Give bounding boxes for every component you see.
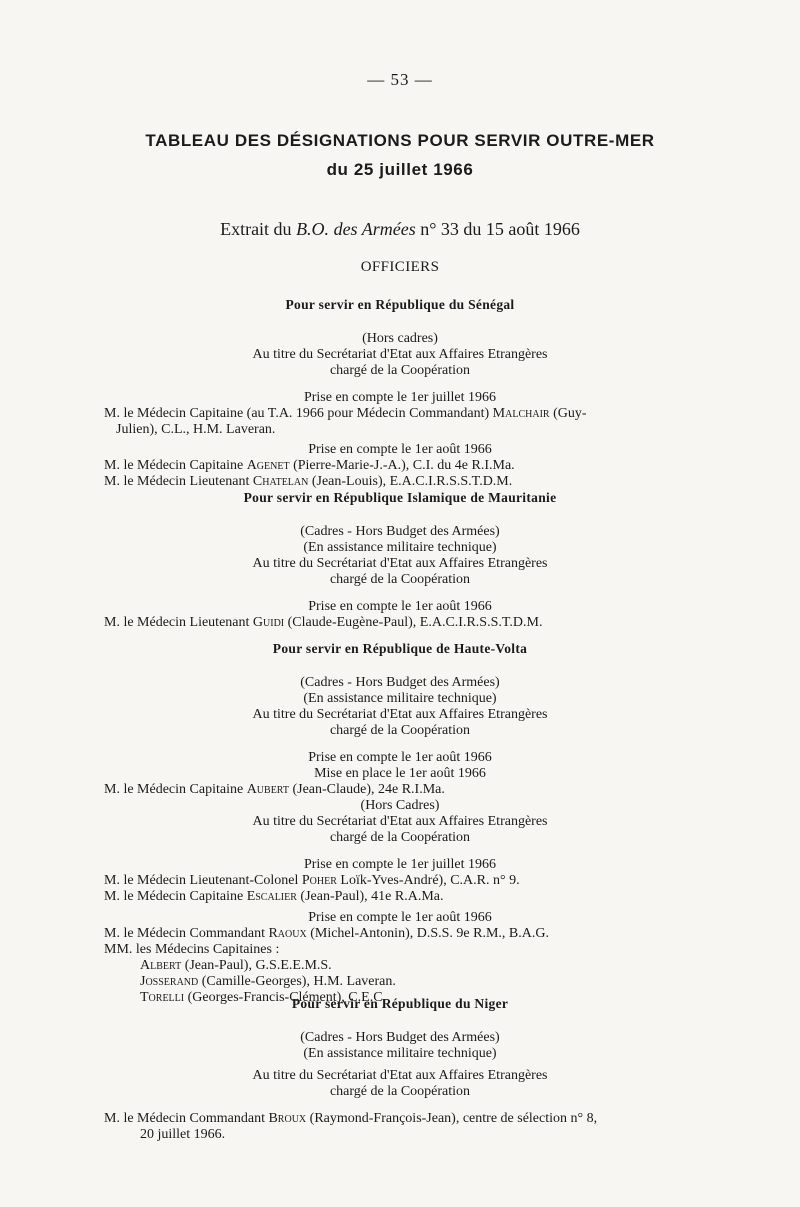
officer-name: Broux xyxy=(268,1111,307,1126)
entry-text: Loïk-Yves-André), C.A.R. n° 9. xyxy=(336,873,520,888)
date-line: Mise en place le 1er août 1966 xyxy=(314,766,486,781)
designation-entry xyxy=(0,889,800,905)
auspices-line: Au titre du Secrétariat d'Etat aux Affaires Etrangères xyxy=(252,347,548,362)
entry-text: (Georges-Francis-Clément), C.E.C. xyxy=(184,990,387,1005)
entry-text: M. le Médecin Lieutenant-Colonel xyxy=(104,873,302,888)
officer-name: Aubert xyxy=(246,782,289,797)
entry-text: (Jean-Claude), 24e R.I.Ma. xyxy=(288,782,445,797)
auspices-line: chargé de la Coopération xyxy=(329,723,471,738)
date-line: Prise en compte le 1er août 1966 xyxy=(308,442,492,457)
officer-name: Guidi xyxy=(252,615,285,630)
officer-name: Albert xyxy=(140,958,182,973)
cadre-line: (Cadres - Hors Budget des Armées) xyxy=(300,1030,500,1045)
designation-entry xyxy=(0,615,800,631)
officers-heading: OFFICIERS xyxy=(360,259,440,275)
auspices-line: Au titre du Secrétariat d'Etat aux Affaires Etrangères xyxy=(252,707,548,722)
date-line: Prise en compte le 1er août 1966 xyxy=(308,599,492,614)
officer-name: Torelli xyxy=(140,990,185,1005)
auspices-line: chargé de la Coopération xyxy=(329,572,471,587)
auspices-line: Au titre du Secrétariat d'Etat aux Affaires Etrangères xyxy=(252,814,548,829)
entry-text: (Guy- xyxy=(549,406,587,421)
officer-name: Escalier xyxy=(246,889,297,904)
cadre-line: (Cadres - Hors Budget des Armées) xyxy=(300,524,500,539)
cadre-line: (Hors cadres) xyxy=(362,331,438,346)
extract-prefix: Extrait du xyxy=(220,219,292,239)
entry-text: (Jean-Paul), 41e R.A.Ma. xyxy=(296,889,444,904)
extract-suffix: n° 33 du 15 août 1966 xyxy=(420,219,580,239)
cadre-line: (Cadres - Hors Budget des Armées) xyxy=(300,675,500,690)
cadre-line: (En assistance militaire technique) xyxy=(303,540,497,555)
designation-entry xyxy=(0,458,800,474)
section-title: Pour servir en République de Haute-Volta xyxy=(272,641,528,656)
auspices-line: Au titre du Secrétariat d'Etat aux Affaires Etrangères xyxy=(252,1068,548,1083)
date-line: Prise en compte le 1er août 1966 xyxy=(308,750,492,765)
section-title: Pour servir en République du Niger xyxy=(291,996,509,1011)
entry-text: M. le Médecin Capitaine xyxy=(104,782,247,797)
extract-armees: des Armées xyxy=(333,219,416,239)
officer-name: Poher xyxy=(301,873,337,888)
date-line: Prise en compte le 1er juillet 1966 xyxy=(303,857,497,872)
designation-entry: MM. les Médecins Capitaines : xyxy=(104,942,280,957)
entry-text: (Claude-Eugène-Paul), E.A.C.I.R.S.S.T.D.M. xyxy=(284,615,543,630)
entry-text: (Jean-Paul), G.S.E.E.M.S. xyxy=(181,958,332,973)
section-niger xyxy=(0,996,800,1143)
document-date: du 25 juillet 1966 xyxy=(326,160,474,179)
designation-entry-cont: 20 juillet 1966. xyxy=(140,1127,226,1142)
entry-text: (Raymond-François-Jean), centre de sélection n° 8, xyxy=(306,1111,598,1126)
entry-text: M. le Médecin Commandant xyxy=(104,926,269,941)
designation-list-item xyxy=(0,974,800,990)
section-title: Pour servir en République Islamique de Mauritanie xyxy=(243,490,557,505)
section-senegal xyxy=(0,297,800,490)
entry-text: (Jean-Louis), E.A.C.I.R.S.S.T.D.M. xyxy=(308,474,513,489)
document-title: TABLEAU DES DÉSIGNATIONS POUR SERVIR OUTRE-MER xyxy=(145,131,655,150)
extract-bo: B.O. xyxy=(296,219,330,239)
officer-name: Chatelan xyxy=(252,474,309,489)
extract-line xyxy=(0,219,800,240)
entry-text: M. le Médecin Commandant xyxy=(104,1111,269,1126)
auspices-line: Au titre du Secrétariat d'Etat aux Affaires Etrangères xyxy=(252,556,548,571)
designation-entry xyxy=(0,474,800,490)
designation-entry xyxy=(0,406,800,422)
entry-text: M. le Médecin Capitaine (au T.A. 1966 pour Médecin Commandant) xyxy=(104,406,493,421)
entry-text: (Pierre-Marie-J.-A.), C.I. du 4e R.I.Ma. xyxy=(289,458,515,473)
entry-text: M. le Médecin Capitaine xyxy=(104,458,247,473)
auspices-line: chargé de la Coopération xyxy=(329,363,471,378)
designation-entry xyxy=(0,873,800,889)
designation-entry xyxy=(0,1111,800,1127)
designation-entry xyxy=(0,782,800,798)
entry-text: (Michel-Antonin), D.S.S. 9e R.M., B.A.G. xyxy=(306,926,549,941)
date-line: Prise en compte le 1er juillet 1966 xyxy=(303,390,497,405)
section-title: Pour servir en République du Sénégal xyxy=(285,297,515,312)
officer-name: Raoux xyxy=(268,926,307,941)
designation-entry-cont: Julien), C.L., H.M. Laveran. xyxy=(116,422,276,437)
section-haute-volta xyxy=(0,641,800,1006)
cadre-line: (Hors Cadres) xyxy=(360,798,440,813)
section-mauritanie xyxy=(0,490,800,631)
designation-list-item xyxy=(0,958,800,974)
cadre-line: (En assistance militaire technique) xyxy=(303,691,497,706)
officer-name: Agenet xyxy=(246,458,290,473)
auspices-line: chargé de la Coopération xyxy=(329,1084,471,1099)
officer-name: Malchair xyxy=(492,406,550,421)
designation-entry xyxy=(0,926,800,942)
officer-name: Josserand xyxy=(140,974,199,989)
entry-text: M. le Médecin Lieutenant xyxy=(104,615,253,630)
entry-text: (Camille-Georges), H.M. Laveran. xyxy=(198,974,396,989)
entry-text: M. le Médecin Capitaine xyxy=(104,889,247,904)
page-number: — 53 — xyxy=(367,70,433,89)
cadre-line: (En assistance militaire technique) xyxy=(303,1046,497,1061)
date-line: Prise en compte le 1er août 1966 xyxy=(308,910,492,925)
entry-text: M. le Médecin Lieutenant xyxy=(104,474,253,489)
auspices-line: chargé de la Coopération xyxy=(329,830,471,845)
